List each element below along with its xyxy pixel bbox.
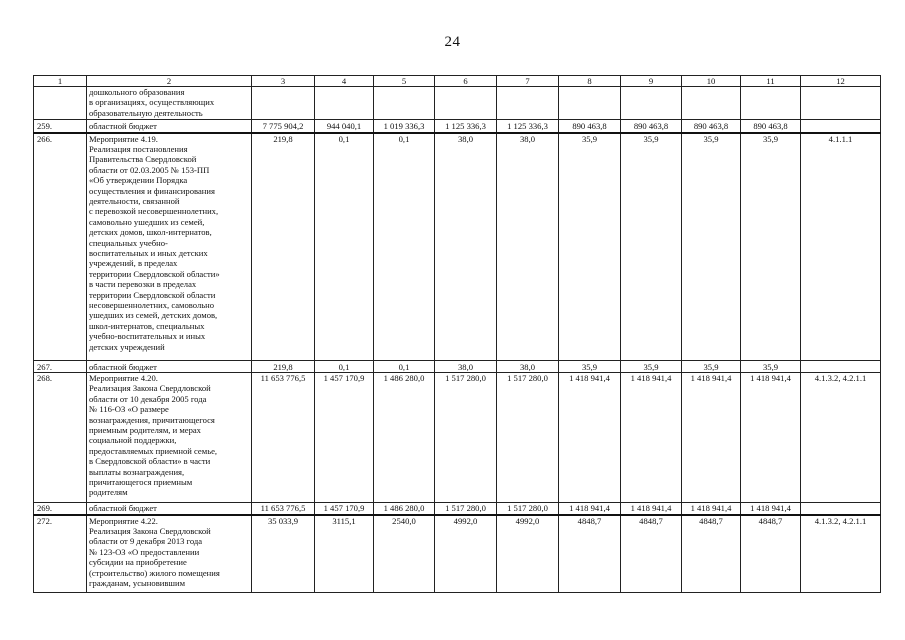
cell-value: 944 040,1 [315, 120, 374, 133]
column-header: 12 [801, 76, 881, 87]
table-header-row [34, 76, 881, 87]
cell-value: 35,9 [741, 361, 801, 373]
cell-value [741, 87, 801, 120]
cell-value: 890 463,8 [559, 120, 621, 133]
cell-value: 1 418 941,4 [682, 503, 741, 515]
cell-value: 890 463,8 [741, 120, 801, 133]
row-description: Мероприятие 4.19. Реализация постановления Правительства Свердловской области от 02.03.2005 № 153-ПП «Об утверждении Порядка осуществления и финансирования деятельности, связанной с перевозкой несовершеннолетних, самовольно ушедших из семей, детских домов, школ-интернатов, специальных учебно- воспитательных и иных детских учреждений, в пределах территории Свердловской области» в части перевозки в пределах территории Свердловской области несовершеннолетних, самовольно ушедших из семей, детских домов, школ-интернатов, специальных учебно-воспитательных и иных детских учреждений [87, 133, 252, 361]
column-header: 9 [621, 76, 682, 87]
cell-value: 1 019 336,3 [374, 120, 435, 133]
row-number: 272. [34, 515, 87, 593]
cell-value: 1 517 280,0 [435, 503, 497, 515]
target-indicator [801, 120, 881, 133]
row-description: дошкольного образования в организациях, осуществляющих образовательную деятельность [87, 87, 252, 120]
target-indicator [801, 87, 881, 120]
cell-value [621, 87, 682, 120]
column-header: 8 [559, 76, 621, 87]
cell-value: 890 463,8 [682, 120, 741, 133]
cell-value: 38,0 [435, 361, 497, 373]
row-number: 269. [34, 503, 87, 515]
cell-value: 11 653 776,5 [252, 503, 315, 515]
cell-value: 35,9 [741, 133, 801, 361]
cell-value: 1 418 941,4 [621, 503, 682, 515]
cell-value: 1 418 941,4 [741, 503, 801, 515]
row-number: 267. [34, 361, 87, 373]
cell-value: 1 418 941,4 [559, 373, 621, 503]
cell-value: 1 517 280,0 [435, 373, 497, 503]
cell-value: 35,9 [621, 361, 682, 373]
row-number [34, 87, 87, 120]
cell-value: 1 457 170,9 [315, 503, 374, 515]
target-indicator [801, 503, 881, 515]
cell-value: 219,8 [252, 133, 315, 361]
cell-value: 4848,7 [741, 515, 801, 593]
table-row [34, 87, 881, 120]
column-header: 1 [34, 76, 87, 87]
cell-value: 35,9 [682, 361, 741, 373]
cell-value: 219,8 [252, 361, 315, 373]
table-row [34, 133, 881, 361]
column-header: 10 [682, 76, 741, 87]
cell-value: 0,1 [315, 361, 374, 373]
target-indicator: 4.1.3.2, 4.2.1.1 [801, 373, 881, 503]
table-row [34, 373, 881, 503]
cell-value [435, 87, 497, 120]
row-description: областной бюджет [87, 503, 252, 515]
column-header: 5 [374, 76, 435, 87]
cell-value: 0,1 [374, 133, 435, 361]
target-indicator: 4.1.1.1 [801, 133, 881, 361]
column-header: 4 [315, 76, 374, 87]
cell-value: 890 463,8 [621, 120, 682, 133]
cell-value: 38,0 [435, 133, 497, 361]
cell-value: 1 486 280,0 [374, 503, 435, 515]
cell-value: 4992,0 [435, 515, 497, 593]
cell-value: 0,1 [315, 133, 374, 361]
cell-value: 35,9 [621, 133, 682, 361]
cell-value [252, 87, 315, 120]
column-header: 11 [741, 76, 801, 87]
row-number: 266. [34, 133, 87, 361]
cell-value: 1 418 941,4 [621, 373, 682, 503]
cell-value: 4992,0 [497, 515, 559, 593]
table-row [34, 120, 881, 133]
table-row [34, 515, 881, 593]
cell-value: 35,9 [559, 361, 621, 373]
row-number: 259. [34, 120, 87, 133]
cell-value: 1 517 280,0 [497, 373, 559, 503]
cell-value: 35 033,9 [252, 515, 315, 593]
table-row [34, 361, 881, 373]
page-number: 24 [444, 34, 461, 50]
cell-value [497, 87, 559, 120]
target-indicator [801, 361, 881, 373]
cell-value: 1 418 941,4 [741, 373, 801, 503]
cell-value: 3115,1 [315, 515, 374, 593]
target-indicator: 4.1.3.2, 4.2.1.1 [801, 515, 881, 593]
row-description: Мероприятие 4.20. Реализация Закона Свердловской области от 10 декабря 2005 года № 116-ОЗ «О размере вознаграждения, причитающегося приемным родителям, и мерах социальной поддержки, предоставляемых приемной семье, в Свердловской области» в части выплаты вознаграждения, причитающегося приемным родителям [87, 373, 252, 503]
row-description: областной бюджет [87, 120, 252, 133]
cell-value: 1 486 280,0 [374, 373, 435, 503]
cell-value: 1 418 941,4 [559, 503, 621, 515]
cell-value: 2540,0 [374, 515, 435, 593]
cell-value: 4848,7 [559, 515, 621, 593]
cell-value: 1 125 336,3 [435, 120, 497, 133]
cell-value: 4848,7 [682, 515, 741, 593]
cell-value [559, 87, 621, 120]
cell-value [682, 87, 741, 120]
cell-value: 7 775 904,2 [252, 120, 315, 133]
column-header: 7 [497, 76, 559, 87]
cell-value: 0,1 [374, 361, 435, 373]
column-header: 6 [435, 76, 497, 87]
program-table [33, 75, 881, 593]
cell-value [315, 87, 374, 120]
cell-value: 38,0 [497, 361, 559, 373]
cell-value: 1 517 280,0 [497, 503, 559, 515]
table-row [34, 503, 881, 515]
row-description: областной бюджет [87, 361, 252, 373]
cell-value: 4848,7 [621, 515, 682, 593]
cell-value: 1 125 336,3 [497, 120, 559, 133]
cell-value: 1 418 941,4 [682, 373, 741, 503]
column-header: 2 [87, 76, 252, 87]
row-description: Мероприятие 4.22. Реализация Закона Свердловской области от 9 декабря 2013 года № 123-ОЗ «О предоставлении субсидии на приобретение (строительство) жилого помещения гражданам, усыновившим [87, 515, 252, 593]
column-header: 3 [252, 76, 315, 87]
cell-value: 38,0 [497, 133, 559, 361]
cell-value: 35,9 [682, 133, 741, 361]
cell-value: 1 457 170,9 [315, 373, 374, 503]
cell-value: 35,9 [559, 133, 621, 361]
cell-value [374, 87, 435, 120]
cell-value: 11 653 776,5 [252, 373, 315, 503]
row-number: 268. [34, 373, 87, 503]
